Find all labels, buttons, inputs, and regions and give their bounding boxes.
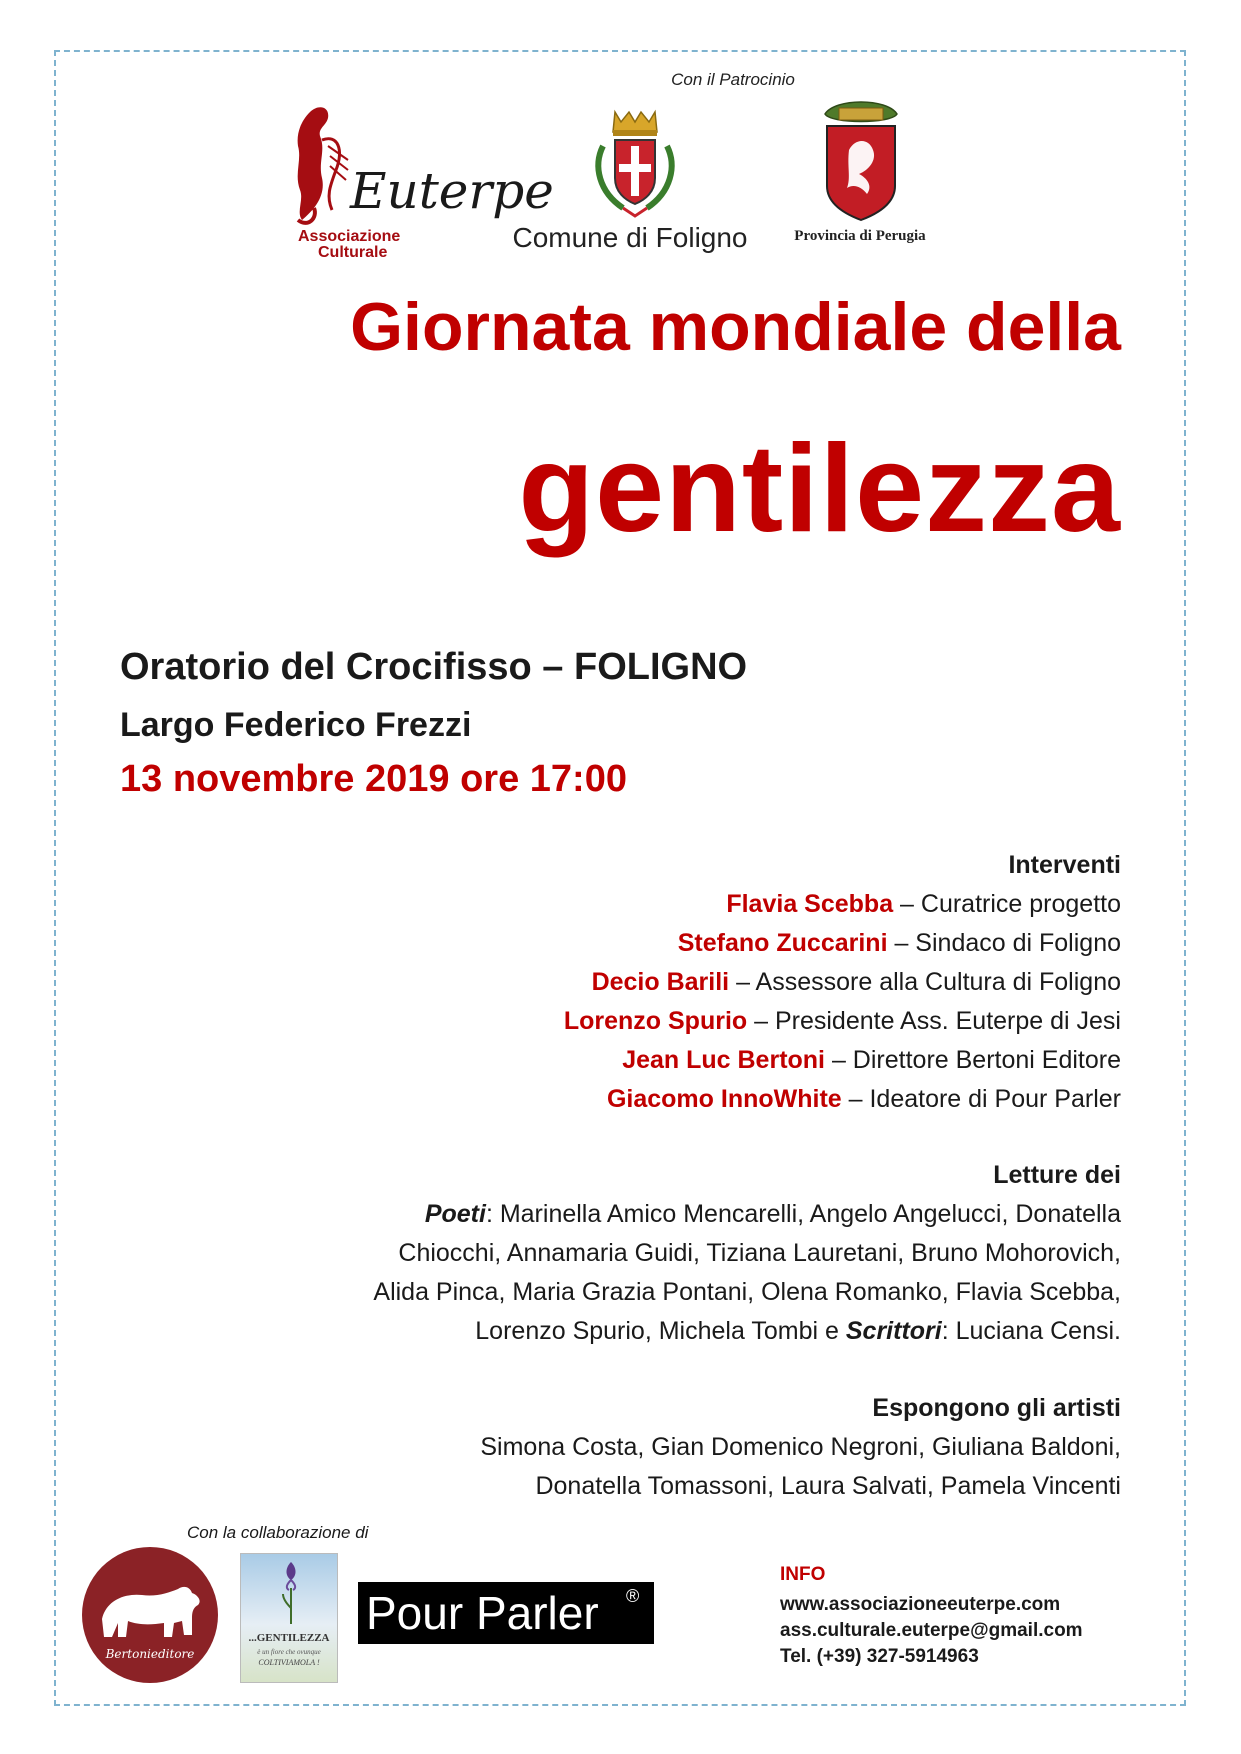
letture-text: Lorenzo Spurio, Michela Tombi e — [475, 1317, 846, 1345]
bertoni-logo-text: Bertonieditore — [105, 1647, 195, 1661]
patrocinio-label: Con il Patrocinio — [671, 70, 795, 89]
list-item — [564, 1002, 1121, 1041]
list-item — [564, 1041, 1121, 1080]
list-item — [564, 1080, 1121, 1119]
event-datetime: 13 novembre 2019 ore 17:00 — [120, 758, 627, 800]
provincia-logo — [775, 94, 945, 254]
scrittori-label: Scrittori — [845, 1317, 942, 1345]
interventi-heading: Interventi — [1008, 851, 1121, 879]
speaker-role: – Direttore Bertoni Editore — [825, 1046, 1121, 1074]
speaker-name: Flavia Scebba — [726, 890, 894, 918]
artisti-section — [480, 1389, 1121, 1506]
list-item — [564, 963, 1121, 1002]
speaker-name: Stefano Zuccarini — [677, 929, 888, 957]
comune-logo-text: Comune di Foligno — [512, 222, 748, 253]
speaker-role: – Curatrice progetto — [893, 890, 1121, 918]
registered-mark: ® — [626, 1586, 640, 1606]
book-sub1: è un fiore che ovunque — [257, 1648, 321, 1656]
letture-text: : Luciana Censi. — [941, 1317, 1121, 1345]
speaker-name: Decio Barili — [591, 968, 730, 996]
speaker-role: – Assessore alla Cultura di Foligno — [729, 968, 1121, 996]
list-item — [564, 924, 1121, 963]
letture-section — [373, 1156, 1121, 1351]
euterpe-logo-name: Euterpe — [350, 162, 554, 220]
foligno-crest-icon — [585, 106, 685, 222]
provincia-logo-text: Provincia di Perugia — [794, 228, 926, 244]
info-email[interactable]: ass.culturale.euterpe@gmail.com — [780, 1620, 1083, 1641]
info-web[interactable]: www.associazioneeuterpe.com — [780, 1594, 1061, 1615]
bear-icon — [80, 1545, 220, 1685]
bertoni-logo — [80, 1545, 220, 1685]
speaker-role: – Sindaco di Foligno — [887, 929, 1121, 957]
perugia-crest-icon — [811, 94, 911, 224]
letture-text: : Marinella Amico Mencarelli, Angelo Angelucci, Donatella — [485, 1200, 1121, 1228]
letture-line: Alida Pinca, Maria Grazia Pontani, Olena Romanko, Flavia Scebba, — [373, 1278, 1121, 1306]
euterpe-logo — [278, 100, 554, 261]
speaker-role: – Ideatore di Pour Parler — [841, 1085, 1121, 1113]
letture-line — [373, 1195, 1121, 1234]
info-block — [780, 1562, 1083, 1670]
letture-line — [373, 1312, 1121, 1351]
book-cover — [240, 1553, 338, 1683]
interventi-section — [564, 846, 1121, 1119]
speaker-name: Jean Luc Bertoni — [622, 1046, 826, 1074]
artisti-heading: Espongono gli artisti — [872, 1394, 1121, 1422]
pourparler-logo — [358, 1582, 654, 1644]
artisti-line: Donatella Tomassoni, Laura Salvati, Pamela Vincenti — [535, 1472, 1121, 1500]
list-item — [564, 885, 1121, 924]
info-tel: Tel. (+39) 327-5914963 — [780, 1646, 979, 1667]
speaker-name: Lorenzo Spurio — [563, 1007, 748, 1035]
poeti-label: Poeti — [424, 1200, 486, 1228]
title-line1: Giornata mondiale della — [350, 289, 1121, 365]
pourparler-text: Pour Parler — [366, 1587, 599, 1639]
speaker-role: – Presidente Ass. Euterpe di Jesi — [747, 1007, 1121, 1035]
book-title: ...GENTILEZZA — [248, 1632, 330, 1644]
title-line2: gentilezza — [518, 420, 1121, 558]
info-label: INFO — [780, 1564, 826, 1585]
book-sub2: COLTIVIAMOLA ! — [258, 1658, 320, 1667]
iris-flower-icon — [279, 1558, 303, 1624]
event-street: Largo Federico Frezzi — [120, 706, 472, 744]
collaborazione-label: Con la collaborazione di — [187, 1523, 369, 1542]
euterpe-logo-sub2: Culturale — [318, 244, 388, 261]
event-venue: Oratorio del Crocifisso – FOLIGNO — [120, 646, 748, 688]
artisti-line: Simona Costa, Gian Domenico Negroni, Giuliana Baldoni, — [480, 1433, 1121, 1461]
letture-line: Chiocchi, Annamaria Guidi, Tiziana Lauretani, Bruno Mohorovich, — [398, 1239, 1121, 1267]
letture-heading: Letture dei — [993, 1161, 1121, 1189]
speaker-name: Giacomo InnoWhite — [606, 1085, 842, 1113]
euterpe-logo-sub1: Associazione — [298, 228, 401, 245]
comune-logo — [510, 100, 750, 260]
